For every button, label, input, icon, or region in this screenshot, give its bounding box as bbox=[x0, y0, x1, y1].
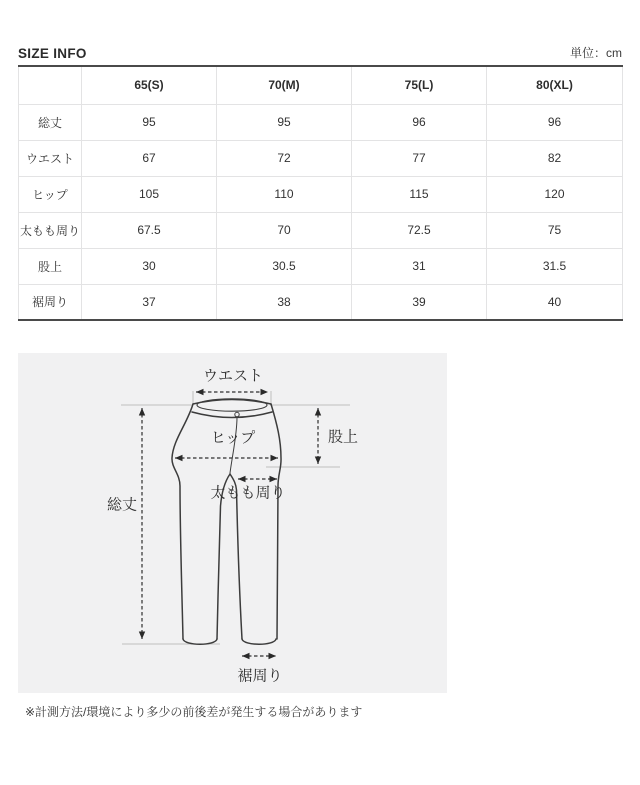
table-row-thigh bbox=[19, 212, 623, 248]
size-value-cell: 120 bbox=[487, 176, 623, 212]
diagram-label-hip: ヒップ bbox=[210, 429, 256, 447]
row-label: 総丈 bbox=[19, 104, 82, 140]
size-value-cell: 67.5 bbox=[82, 212, 217, 248]
size-value-cell: 40 bbox=[487, 284, 623, 320]
size-table-corner-cell bbox=[19, 66, 82, 104]
header-row bbox=[18, 44, 622, 61]
table-row-hip bbox=[19, 176, 623, 212]
diagram-label-hem: 裾周り bbox=[237, 667, 283, 685]
size-value-cell: 31.5 bbox=[487, 248, 623, 284]
size-value-cell: 75 bbox=[487, 212, 623, 248]
size-value-cell: 30 bbox=[82, 248, 217, 284]
pants-diagram-drawing bbox=[18, 353, 447, 693]
unit-label: 単位：cm bbox=[570, 46, 622, 60]
size-value-cell: 39 bbox=[352, 284, 487, 320]
row-label: ウエスト bbox=[19, 140, 82, 176]
size-value-cell: 95 bbox=[82, 104, 217, 140]
row-label: 太もも周り bbox=[19, 212, 82, 248]
size-table-header-row bbox=[19, 66, 623, 104]
size-value-cell: 70 bbox=[217, 212, 352, 248]
page-title: SIZE INFO bbox=[18, 46, 87, 61]
table-row-total-length bbox=[19, 104, 623, 140]
size-value-cell: 77 bbox=[352, 140, 487, 176]
pants-measurement-diagram bbox=[18, 353, 447, 693]
diagram-label-waist: ウエスト bbox=[202, 367, 264, 385]
size-value-cell: 96 bbox=[487, 104, 623, 140]
table-row-waist bbox=[19, 140, 623, 176]
diagram-label-thigh: 太もも周り bbox=[210, 484, 286, 502]
size-column-header: 75(L) bbox=[352, 66, 487, 104]
size-value-cell: 72 bbox=[217, 140, 352, 176]
size-value-cell: 82 bbox=[487, 140, 623, 176]
diagram-label-total-length: 総丈 bbox=[106, 496, 137, 514]
size-table bbox=[18, 65, 623, 321]
size-column-header: 80(XL) bbox=[487, 66, 623, 104]
row-label: 股上 bbox=[19, 248, 82, 284]
diagram-label-rise: 股上 bbox=[328, 428, 359, 446]
size-value-cell: 72.5 bbox=[352, 212, 487, 248]
size-value-cell: 30.5 bbox=[217, 248, 352, 284]
measurement-note: ※計測方法/環境により多少の前後差が発生する場合があります bbox=[25, 705, 363, 719]
size-value-cell: 37 bbox=[82, 284, 217, 320]
size-value-cell: 115 bbox=[352, 176, 487, 212]
row-label: ヒップ bbox=[19, 176, 82, 212]
size-value-cell: 96 bbox=[352, 104, 487, 140]
size-value-cell: 110 bbox=[217, 176, 352, 212]
size-value-cell: 67 bbox=[82, 140, 217, 176]
size-column-header: 65(S) bbox=[82, 66, 217, 104]
size-value-cell: 38 bbox=[217, 284, 352, 320]
table-row-hem bbox=[19, 284, 623, 320]
size-value-cell: 105 bbox=[82, 176, 217, 212]
table-row-rise bbox=[19, 248, 623, 284]
size-value-cell: 95 bbox=[217, 104, 352, 140]
row-label: 裾周り bbox=[19, 284, 82, 320]
size-column-header: 70(M) bbox=[217, 66, 352, 104]
size-value-cell: 31 bbox=[352, 248, 487, 284]
